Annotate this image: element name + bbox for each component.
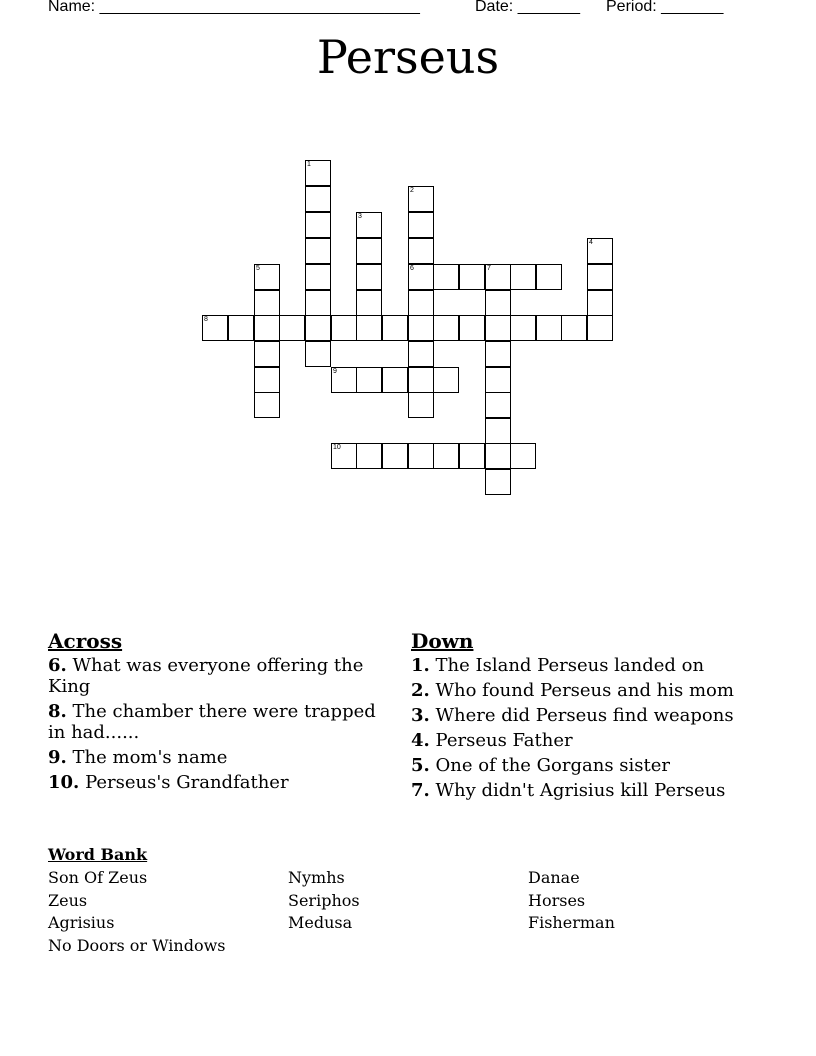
clue-across-9 (48, 747, 388, 768)
crossword-cell[interactable] (254, 264, 280, 290)
clue-number: 6. (48, 655, 67, 676)
crossword-cell[interactable] (408, 367, 434, 393)
crossword-cell[interactable] (305, 238, 331, 264)
word-bank-item: No Doors or Windows (48, 936, 226, 955)
crossword-cell[interactable] (228, 315, 254, 341)
crossword-cell[interactable] (433, 315, 459, 341)
crossword-cell[interactable] (561, 315, 587, 341)
clue-down-5 (411, 755, 756, 776)
clue-number: 9 (333, 368, 337, 375)
word-bank-item: Son Of Zeus (48, 868, 148, 887)
crossword-cell[interactable] (382, 443, 408, 469)
word-bank-item: Agrisius (48, 913, 115, 932)
clue-number: 9. (48, 747, 67, 768)
clue-number: 6 (410, 265, 414, 272)
crossword-cell[interactable] (408, 341, 434, 367)
clue-down-4 (411, 730, 756, 751)
crossword-cell[interactable] (356, 315, 382, 341)
crossword-cell[interactable] (459, 315, 485, 341)
clue-text: What was everyone offering the King (48, 655, 364, 697)
down-heading: Down (411, 629, 474, 653)
crossword-cell[interactable] (485, 290, 511, 316)
crossword-cell[interactable] (485, 469, 511, 495)
crossword-cell[interactable] (510, 264, 536, 290)
clue-text: Where did Perseus find weapons (435, 705, 734, 726)
crossword-cell[interactable] (305, 212, 331, 238)
clue-number: 7 (487, 265, 491, 272)
period-field-label: Period: _______ (606, 0, 724, 15)
word-bank-item: Medusa (288, 913, 353, 932)
clue-text: Perseus's Grandfather (85, 772, 289, 793)
crossword-cell[interactable] (382, 315, 408, 341)
crossword-cell[interactable] (254, 341, 280, 367)
crossword-cell[interactable] (485, 264, 511, 290)
crossword-cell[interactable] (254, 392, 280, 418)
crossword-cell[interactable] (305, 264, 331, 290)
clue-text: The mom's name (72, 747, 228, 768)
crossword-cell[interactable] (587, 315, 613, 341)
crossword-cell[interactable] (485, 341, 511, 367)
crossword-cell[interactable] (254, 315, 280, 341)
clue-text: The Island Perseus landed on (435, 655, 705, 676)
clue-text: Why didn't Agrisius kill Perseus (435, 780, 726, 801)
down-clues (411, 629, 756, 805)
page-title: Perseus (316, 30, 500, 84)
clue-text: The chamber there were trapped in had...... (48, 701, 376, 743)
crossword-cell[interactable] (254, 367, 280, 393)
clue-number: 7. (411, 780, 430, 801)
crossword-cell[interactable] (459, 264, 485, 290)
crossword-cell[interactable] (356, 212, 382, 238)
clue-down-7 (411, 780, 756, 801)
across-heading: Across (48, 629, 123, 653)
clue-number: 4 (589, 239, 593, 246)
across-clues (48, 629, 388, 797)
crossword-cell[interactable] (305, 290, 331, 316)
clue-text: Who found Perseus and his mom (435, 680, 734, 701)
crossword-cell[interactable] (202, 315, 228, 341)
crossword-cell[interactable] (587, 238, 613, 264)
clue-number: 4. (411, 730, 430, 751)
clue-number: 10 (333, 444, 341, 451)
clue-number: 1 (307, 161, 311, 168)
clue-across-8 (48, 701, 388, 743)
crossword-cell[interactable] (382, 367, 408, 393)
crossword-cell[interactable] (510, 315, 536, 341)
crossword-cell[interactable] (408, 290, 434, 316)
clue-down-1 (411, 655, 756, 676)
word-bank-heading: Word Bank (48, 845, 148, 864)
clue-down-3 (411, 705, 756, 726)
word-bank-item: Fisherman (528, 913, 615, 932)
crossword-cell[interactable] (485, 418, 511, 444)
crossword-cell[interactable] (356, 367, 382, 393)
crossword-cell[interactable] (433, 264, 459, 290)
word-bank-item: Horses (528, 891, 586, 910)
crossword-cell[interactable] (408, 315, 434, 341)
crossword-cell[interactable] (279, 315, 305, 341)
clue-across-10 (48, 772, 388, 793)
clue-number: 5 (256, 265, 260, 272)
crossword-cell[interactable] (408, 238, 434, 264)
clue-number: 5. (411, 755, 430, 776)
clue-number: 3. (411, 705, 430, 726)
word-bank-item: Zeus (48, 891, 88, 910)
crossword-cell[interactable] (408, 443, 434, 469)
crossword-cell[interactable] (485, 443, 511, 469)
crossword-cell[interactable] (485, 392, 511, 418)
clue-number: 2. (411, 680, 430, 701)
crossword-cell[interactable] (433, 367, 459, 393)
date-field-label: Date: _______ (475, 0, 580, 15)
crossword-cell[interactable] (331, 443, 357, 469)
clue-down-2 (411, 680, 756, 701)
crossword-cell[interactable] (587, 264, 613, 290)
crossword-cell[interactable] (356, 443, 382, 469)
clue-number: 10. (48, 772, 80, 793)
name-field-label: Name: ____________________________________ (48, 0, 420, 15)
crossword-cell[interactable] (305, 315, 331, 341)
crossword-cell[interactable] (408, 212, 434, 238)
clue-number: 1. (411, 655, 430, 676)
crossword-cell[interactable] (356, 290, 382, 316)
crossword-cell[interactable] (254, 290, 280, 316)
clue-number: 8. (48, 701, 67, 722)
crossword-cell[interactable] (305, 341, 331, 367)
word-bank-item: Nymhs (288, 868, 345, 887)
crossword-cell[interactable] (536, 315, 562, 341)
clue-text: One of the Gorgans sister (435, 755, 671, 776)
clue-number: 3 (358, 213, 362, 220)
crossword-cell[interactable] (510, 443, 536, 469)
crossword-cell[interactable] (356, 238, 382, 264)
crossword-cell[interactable] (485, 315, 511, 341)
crossword-cell[interactable] (408, 392, 434, 418)
clue-across-6 (48, 655, 388, 697)
crossword-cell[interactable] (433, 443, 459, 469)
crossword-cell[interactable] (408, 264, 434, 290)
crossword-cell[interactable] (408, 186, 434, 212)
clue-number: 2 (410, 187, 414, 194)
crossword-cell[interactable] (587, 290, 613, 316)
crossword-cell[interactable] (459, 443, 485, 469)
clue-number: 8 (204, 316, 208, 323)
crossword-cell[interactable] (485, 367, 511, 393)
crossword-cell[interactable] (536, 264, 562, 290)
clue-text: Perseus Father (435, 730, 573, 751)
crossword-cell[interactable] (331, 315, 357, 341)
crossword-cell[interactable] (331, 367, 357, 393)
word-bank-item: Seriphos (288, 891, 360, 910)
crossword-cell[interactable] (305, 186, 331, 212)
word-bank-item: Danae (528, 868, 580, 887)
crossword-cell[interactable] (305, 160, 331, 186)
crossword-cell[interactable] (356, 264, 382, 290)
